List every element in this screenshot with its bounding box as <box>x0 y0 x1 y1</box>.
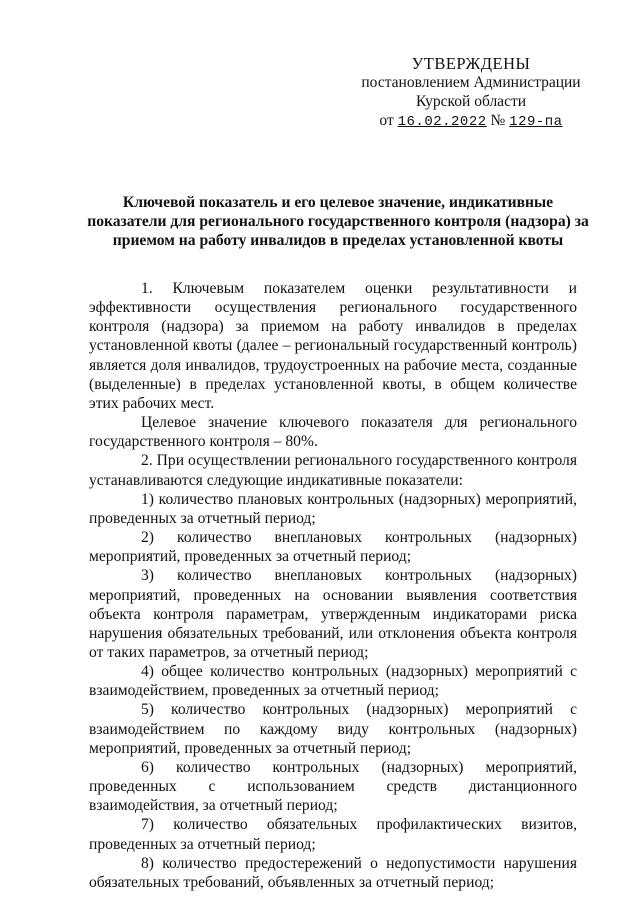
date-prefix: от <box>379 112 398 129</box>
approval-date-line <box>340 111 602 132</box>
number-prefix: № <box>486 112 510 129</box>
approval-stamp-block <box>340 54 602 132</box>
paragraph: Целевое значение ключевого показателя для регионального государственного контроля – 80%. <box>89 414 577 451</box>
approval-title: УТВЕРЖДЕНЫ <box>411 54 531 73</box>
paragraph: 3) количество внеплановых контрольных (надзорных) мероприятий, проведенных на основании выявления соответствия объекта контроля параметрам, утвержденным индикаторами риска нарушения обязательных требований, или отклонения объекта контроля от таких параметров, за отчетный период; <box>89 567 577 661</box>
approval-line-1: постановлением Администрации <box>361 74 581 91</box>
paragraph: 1. Ключевым показателем оценки результативности и эффективности осуществления регионального государственного контроля (надзора) за приемом на работу инвалидов в пределах установленной квоты (далее – региональный государственный контроль) является доля инвалидов, трудоустроенных на рабочие места, созданные (выделенные) в пределах установленной квоты, в общем количестве этих рабочих мест. <box>89 280 577 412</box>
document-heading: Ключевой показатель и его целевое значение, индикативные показатели для регионального государственного контроля (надзора) за приемом на работу инвалидов в пределах установленной квоты <box>87 194 589 249</box>
paragraph: 8) количество предостережений о недопустимости нарушения обязательных требований, объявленных за отчетный период; <box>89 854 577 891</box>
approval-date: 16.02.2022 <box>397 114 487 130</box>
paragraph: 7) количество обязательных профилактических визитов, проведенных за отчетный период; <box>89 816 577 853</box>
paragraph: 6) количество контрольных (надзорных) мероприятий, проведенных с использованием средств дистанционного взаимодействия, за отчетный период; <box>89 758 577 815</box>
approval-line-2: Курской области <box>415 93 527 110</box>
paragraph: 2) количество внеплановых контрольных (надзорных) мероприятий, проведенных за отчетный период; <box>89 529 577 566</box>
paragraph: 2. При осуществлении регионального государственного контроля устанавливаются следующие индикативные показатели: <box>89 452 577 489</box>
paragraph: 4) общее количество контрольных (надзорных) мероприятий с взаимодействием, проведенных за отчетный период; <box>89 663 577 700</box>
document-body <box>89 279 577 892</box>
paragraph: 1) количество плановых контрольных (надзорных) мероприятий, проведенных за отчетный период; <box>89 490 577 527</box>
paragraph: 5) количество контрольных (надзорных) мероприятий с взаимодействием по каждому виду контрольных (надзорных) мероприятий, проведенных за отчетный период; <box>89 701 577 757</box>
approval-number: 129-па <box>509 114 563 130</box>
